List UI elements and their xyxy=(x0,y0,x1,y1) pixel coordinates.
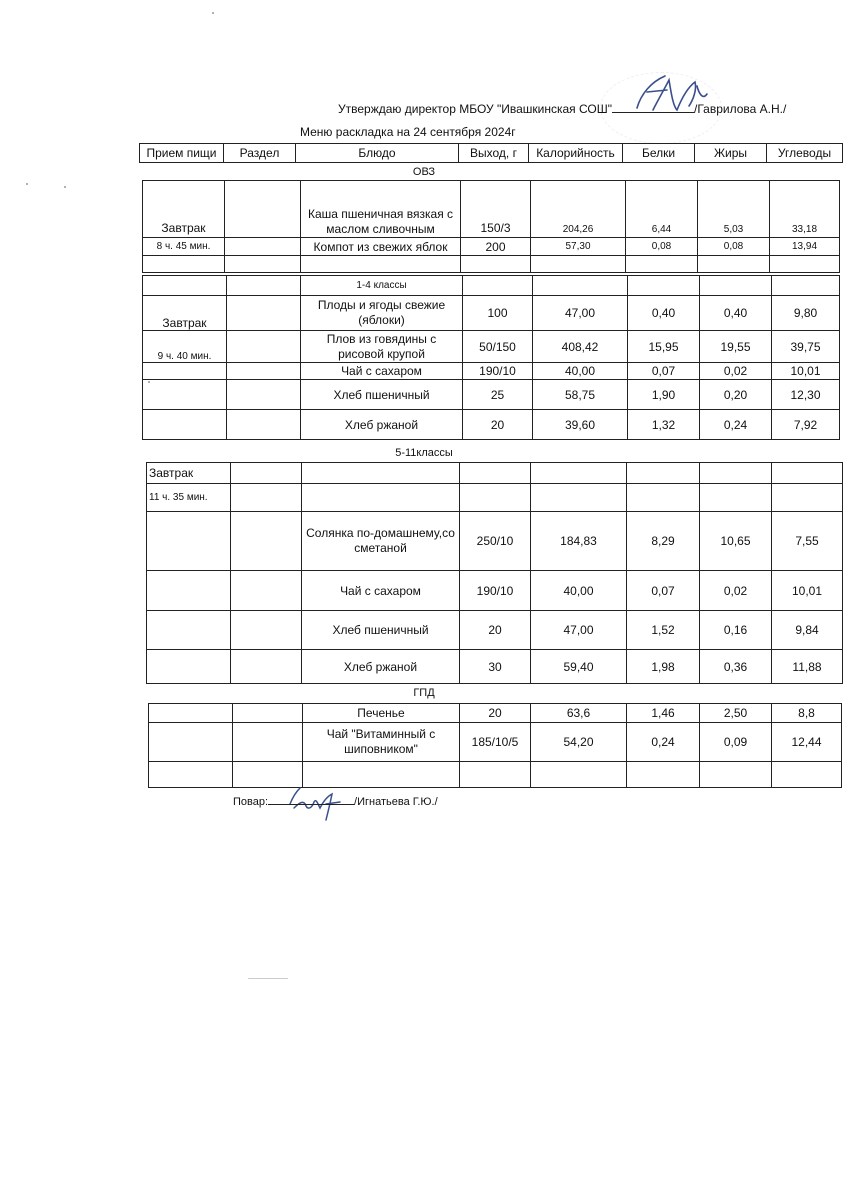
dish-calories: 59,40 xyxy=(531,650,627,684)
table-cell xyxy=(463,276,533,296)
dish-yield: 50/150 xyxy=(463,331,533,363)
meal-time: 9 ч. 40 мин. xyxy=(143,331,227,363)
table-cell xyxy=(231,463,302,484)
table-cell xyxy=(147,611,231,650)
table-cell xyxy=(143,410,227,440)
dish-fat: 0,40 xyxy=(700,296,772,331)
dish-yield: 20 xyxy=(460,611,531,650)
scan-speck xyxy=(212,12,214,14)
table-cell xyxy=(227,363,301,380)
table-cell xyxy=(460,484,531,512)
table-cell xyxy=(227,331,301,363)
dish-protein: 0,07 xyxy=(628,363,700,380)
dish-calories: 63,6 xyxy=(531,704,627,723)
table-cell xyxy=(231,650,302,684)
header-yield: Выход, г xyxy=(459,144,529,163)
dish-calories: 204,26 xyxy=(531,181,626,238)
table-cell xyxy=(149,723,233,762)
dish-carbs: 9,84 xyxy=(772,611,843,650)
scan-speck xyxy=(64,186,66,188)
dish-yield: 200 xyxy=(461,238,531,256)
dish-protein: 1,46 xyxy=(627,704,700,723)
dish-yield: 150/3 xyxy=(461,181,531,238)
dish-carbs: 33,18 xyxy=(770,181,840,238)
dish-yield: 20 xyxy=(463,410,533,440)
header-table xyxy=(139,143,843,163)
dish-fat: 0,08 xyxy=(698,238,770,256)
dish-carbs: 8,8 xyxy=(772,704,842,723)
table-cell xyxy=(770,256,840,273)
table-cell xyxy=(225,238,301,256)
grades-1-4-table xyxy=(142,275,840,440)
dish-fat: 2,50 xyxy=(700,704,772,723)
table-cell xyxy=(772,276,840,296)
signature-line xyxy=(268,795,354,805)
table-cell xyxy=(231,611,302,650)
dish-yield: 100 xyxy=(463,296,533,331)
cook-name: /Игнатьева Г.Ю./ xyxy=(354,796,438,808)
dish-calories: 47,00 xyxy=(531,611,627,650)
meal-name xyxy=(143,181,225,238)
gpd-table xyxy=(148,703,842,788)
dish-protein: 0,07 xyxy=(627,571,700,611)
table-cell xyxy=(225,256,301,273)
table-cell xyxy=(302,484,460,512)
dish-calories: 184,83 xyxy=(531,512,627,571)
table-cell xyxy=(143,276,227,296)
header-carbs: Углеводы xyxy=(767,144,843,163)
dish-name: Плов из говядины с рисовой крупой xyxy=(301,331,463,363)
dish-yield: 250/10 xyxy=(460,512,531,571)
table-cell xyxy=(626,256,698,273)
dish-protein: 1,52 xyxy=(627,611,700,650)
table-cell xyxy=(700,463,772,484)
dish-fat: 0,24 xyxy=(700,410,772,440)
dish-fat: 0,16 xyxy=(700,611,772,650)
scan-speck xyxy=(26,183,28,185)
cook-line xyxy=(233,795,438,808)
grades-5-11-table xyxy=(146,462,843,684)
table-cell xyxy=(227,276,301,296)
dish-carbs: 12,44 xyxy=(772,723,842,762)
table-cell xyxy=(531,762,627,788)
dish-fat: 5,03 xyxy=(698,181,770,238)
dish-yield: 25 xyxy=(463,380,533,410)
table-cell xyxy=(533,276,628,296)
table-cell xyxy=(149,704,233,723)
table-cell xyxy=(772,484,843,512)
dish-name: Хлеб ржаной xyxy=(301,410,463,440)
scan-speck xyxy=(148,381,150,383)
dish-name: Чай с сахаром xyxy=(302,571,460,611)
header-protein: Белки xyxy=(623,144,695,163)
table-cell xyxy=(233,723,303,762)
dish-carbs: 13,94 xyxy=(770,238,840,256)
table-cell xyxy=(227,380,301,410)
dish-protein: 0,40 xyxy=(628,296,700,331)
dish-protein: 0,24 xyxy=(627,723,700,762)
dish-carbs: 7,55 xyxy=(772,512,843,571)
dish-carbs: 7,92 xyxy=(772,410,840,440)
table-cell xyxy=(143,380,227,410)
dish-calories: 40,00 xyxy=(533,363,628,380)
table-cell xyxy=(460,463,531,484)
dish-calories: 47,00 xyxy=(533,296,628,331)
table-cell xyxy=(147,650,231,684)
table-cell xyxy=(772,762,842,788)
dish-name: Хлеб пшеничный xyxy=(302,611,460,650)
header-calories: Калорийность xyxy=(529,144,623,163)
dish-name: Хлеб ржаной xyxy=(302,650,460,684)
dish-carbs: 11,88 xyxy=(772,650,843,684)
section-title-5-11: 5-11классы xyxy=(395,447,453,459)
table-cell xyxy=(301,256,461,273)
table-cell xyxy=(700,276,772,296)
dish-protein: 8,29 xyxy=(627,512,700,571)
meal-time: 8 ч. 45 мин. xyxy=(143,238,225,256)
dish-calories: 40,00 xyxy=(531,571,627,611)
dish-fat: 10,65 xyxy=(700,512,772,571)
dish-yield: 190/10 xyxy=(463,363,533,380)
dish-name: Чай с сахаром xyxy=(301,363,463,380)
table-cell xyxy=(143,363,227,380)
dish-carbs: 9,80 xyxy=(772,296,840,331)
scan-speck xyxy=(248,978,288,979)
table-cell xyxy=(147,512,231,571)
dish-protein: 1,98 xyxy=(627,650,700,684)
meal-name: Завтрак xyxy=(147,463,231,484)
table-cell xyxy=(143,256,225,273)
dish-name: Плоды и ягоды свежие (яблоки) xyxy=(301,296,463,331)
dish-fat: 0,09 xyxy=(700,723,772,762)
table-cell xyxy=(700,762,772,788)
table-cell xyxy=(225,181,301,238)
table-cell xyxy=(531,256,626,273)
dish-yield: 20 xyxy=(460,704,531,723)
signature-line xyxy=(612,102,694,113)
header-section: Раздел xyxy=(224,144,296,163)
table-cell xyxy=(302,463,460,484)
table-cell xyxy=(772,463,843,484)
header-meal: Прием пищи xyxy=(140,144,224,163)
dish-calories: 54,20 xyxy=(531,723,627,762)
dish-fat: 0,36 xyxy=(700,650,772,684)
table-cell xyxy=(233,704,303,723)
table-cell xyxy=(531,463,627,484)
meal-time: 11 ч. 35 мин. xyxy=(147,484,231,512)
table-cell xyxy=(700,484,772,512)
director-name: /Гаврилова А.Н./ xyxy=(694,102,787,116)
dish-protein: 15,95 xyxy=(628,331,700,363)
dish-protein: 1,32 xyxy=(628,410,700,440)
table-cell xyxy=(627,484,700,512)
dish-calories: 408,42 xyxy=(533,331,628,363)
header-dish: Блюдо xyxy=(296,144,459,163)
dish-name: Солянка по-домашнему,со сметаной xyxy=(302,512,460,571)
dish-fat: 0,20 xyxy=(700,380,772,410)
section-title-ovz: ОВЗ xyxy=(412,166,436,178)
table-cell xyxy=(460,762,531,788)
dish-carbs: 39,75 xyxy=(772,331,840,363)
table-cell xyxy=(149,762,233,788)
dish-protein: 1,90 xyxy=(628,380,700,410)
dish-calories: 58,75 xyxy=(533,380,628,410)
section-title-gpd: ГПД xyxy=(413,687,435,699)
table-cell xyxy=(628,276,700,296)
table-cell xyxy=(461,256,531,273)
dish-calories: 39,60 xyxy=(533,410,628,440)
table-cell xyxy=(627,762,700,788)
ovz-table xyxy=(142,180,840,273)
table-cell xyxy=(231,571,302,611)
approval-line xyxy=(338,102,786,116)
dish-name: Каша пшеничная вязкая с маслом сливочным xyxy=(301,181,461,238)
dish-carbs: 10,01 xyxy=(772,571,843,611)
table-cell xyxy=(231,484,302,512)
header-fat: Жиры xyxy=(695,144,767,163)
dish-calories: 57,30 xyxy=(531,238,626,256)
meal-label: Завтрак xyxy=(161,221,206,235)
table-cell xyxy=(227,296,301,331)
dish-yield: 185/10/5 xyxy=(460,723,531,762)
dish-carbs: 10,01 xyxy=(772,363,840,380)
table-cell xyxy=(231,512,302,571)
table-cell xyxy=(531,484,627,512)
dish-protein: 0,08 xyxy=(626,238,698,256)
cook-label: Повар: xyxy=(233,796,269,808)
meal-name: Завтрак xyxy=(143,296,227,331)
dish-fat: 0,02 xyxy=(700,363,772,380)
section-title-1-4: 1-4 классы xyxy=(301,276,463,296)
dish-yield: 190/10 xyxy=(460,571,531,611)
menu-title: Меню раскладка на 24 сентября 2024г xyxy=(300,125,516,139)
dish-protein: 6,44 xyxy=(626,181,698,238)
dish-yield: 30 xyxy=(460,650,531,684)
table-cell xyxy=(698,256,770,273)
dish-name: Печенье xyxy=(303,704,460,723)
dish-carbs: 12,30 xyxy=(772,380,840,410)
dish-name: Хлеб пшеничный xyxy=(301,380,463,410)
table-cell xyxy=(147,571,231,611)
table-cell xyxy=(227,410,301,440)
approval-text: Утверждаю директор МБОУ "Ивашкинская СОШ" xyxy=(338,102,613,116)
dish-fat: 0,02 xyxy=(700,571,772,611)
dish-fat: 19,55 xyxy=(700,331,772,363)
table-cell xyxy=(627,463,700,484)
dish-name: Компот из свежих яблок xyxy=(301,238,461,256)
dish-name: Чай "Витаминный с шиповником" xyxy=(303,723,460,762)
